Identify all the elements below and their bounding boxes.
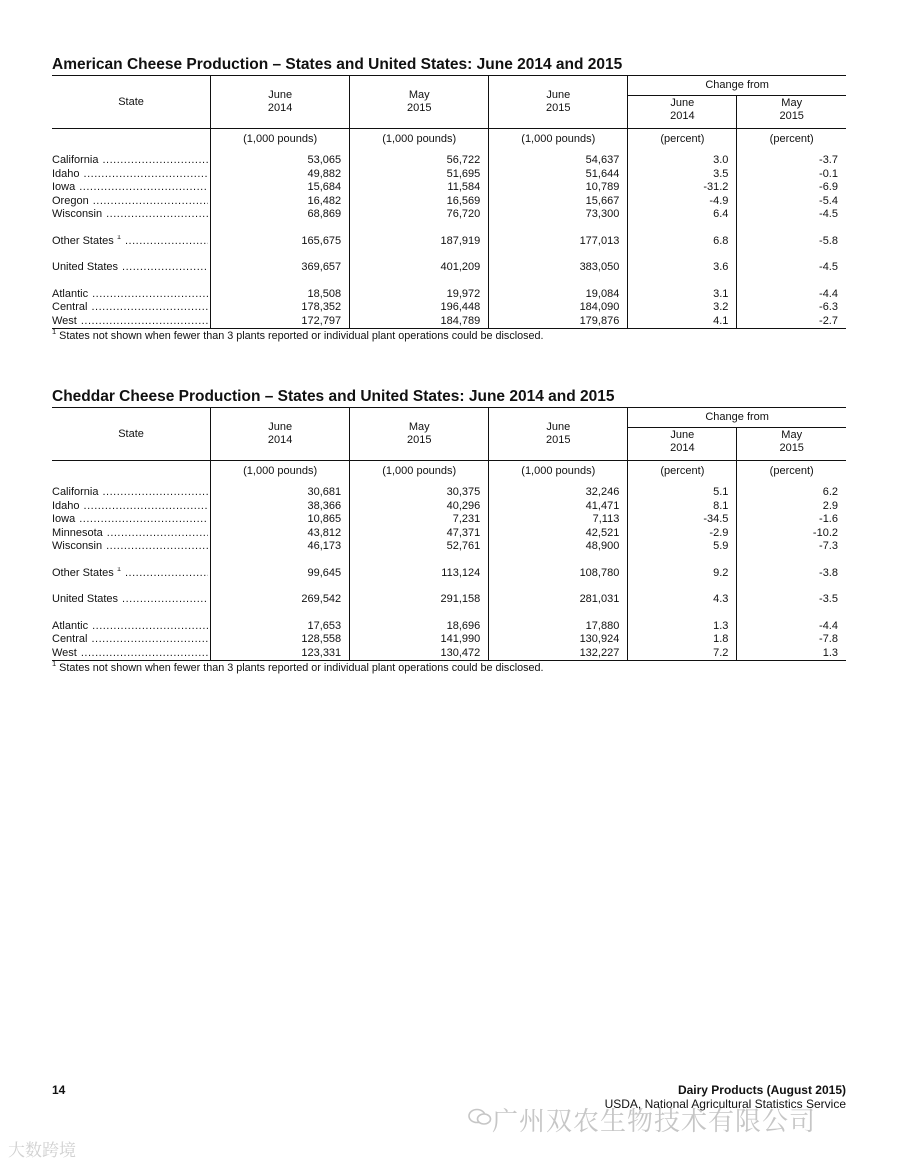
state-cell xyxy=(52,540,211,554)
value-cell: 16,569 xyxy=(350,195,489,209)
value-cell: 132,227 xyxy=(489,647,628,661)
state-cell xyxy=(52,593,211,607)
value-cell: 196,448 xyxy=(350,301,489,315)
col-june-2015-header: June 2015 xyxy=(489,76,628,128)
value-cell: 113,124 xyxy=(350,567,489,581)
value-cell: 291,158 xyxy=(350,593,489,607)
value-cell: 177,013 xyxy=(489,235,628,249)
value-cell: 38,366 xyxy=(211,500,350,514)
percent-cell: -4.5 xyxy=(819,208,838,220)
value-cell: 76,720 xyxy=(350,208,489,222)
table-row xyxy=(52,513,846,527)
value-cell: 47,371 xyxy=(350,527,489,541)
percent-cell: 8.1 xyxy=(628,500,737,514)
state-name: West xyxy=(52,646,77,659)
value-cell: 56,722 xyxy=(350,154,489,168)
value-cell: 54,637 xyxy=(489,154,628,168)
table-body xyxy=(52,154,846,329)
table-row xyxy=(52,620,846,634)
footnote: $^1$ States not shown when fewer than 3 plants reported or individual plant operations could be disclosed. xyxy=(52,659,544,674)
value-cell: 17,653 xyxy=(211,620,350,634)
table-body xyxy=(52,486,846,661)
units-label: (percent) xyxy=(769,132,814,145)
percent-cell: -6.9 xyxy=(819,181,838,193)
percent-cell: -4.4 xyxy=(819,287,838,300)
dot-leader xyxy=(91,301,208,315)
percent-cell: 3.5 xyxy=(628,168,737,182)
page-number: 14 xyxy=(52,1083,66,1097)
value-cell: 68,869 xyxy=(211,208,350,222)
state-cell xyxy=(52,513,211,527)
dot-leader xyxy=(106,540,208,554)
table-row xyxy=(52,168,846,182)
value-cell: 16,482 xyxy=(211,195,350,209)
percent-cell: 2.9 xyxy=(822,499,838,512)
percent-cell: -2.9 xyxy=(628,527,737,541)
col-june-2014-header: June 2014 xyxy=(211,76,350,128)
units-label: (1,000 pounds) xyxy=(350,128,489,154)
state-name: United States xyxy=(52,261,119,273)
table-row xyxy=(52,486,846,500)
table-row xyxy=(52,500,846,514)
dot-leader xyxy=(81,315,208,329)
value-cell: 40,296 xyxy=(350,500,489,514)
value-cell: 281,031 xyxy=(489,593,628,607)
state-name: Idaho xyxy=(52,167,80,180)
american-cheese-section xyxy=(52,56,846,342)
percent-cell: 4.3 xyxy=(628,593,737,607)
value-cell: 165,675 xyxy=(211,235,350,249)
table-row xyxy=(52,154,846,168)
state-cell xyxy=(52,288,211,302)
table-row xyxy=(52,301,846,315)
value-cell: 52,761 xyxy=(350,540,489,554)
value-cell: 184,090 xyxy=(489,301,628,315)
percent-cell: 3.1 xyxy=(628,288,737,302)
percent-cell: -31.2 xyxy=(628,181,737,195)
state-header: State xyxy=(52,76,211,128)
percent-cell: 4.1 xyxy=(628,315,737,329)
value-cell: 172,797 xyxy=(211,315,350,329)
percent-cell: -0.1 xyxy=(819,167,838,180)
table-row xyxy=(52,315,846,329)
dot-leader xyxy=(91,633,208,647)
value-cell: 10,789 xyxy=(489,181,628,195)
agency-name: USDA, National Agricultural Statistics Service xyxy=(604,1097,846,1111)
pct-may-2015-header: May 2015 xyxy=(737,427,846,460)
state-name: West xyxy=(52,314,77,327)
percent-cell: -1.6 xyxy=(819,513,838,525)
state-cell xyxy=(52,235,211,249)
value-cell: 46,173 xyxy=(211,540,350,554)
pct-june-2014-header: June 2014 xyxy=(628,95,737,128)
value-cell: 10,865 xyxy=(211,513,350,527)
row-gap xyxy=(52,580,846,593)
percent-cell: -4.9 xyxy=(628,195,737,209)
value-cell: 7,231 xyxy=(350,513,489,527)
value-cell: 269,542 xyxy=(211,593,350,607)
state-cell xyxy=(52,527,211,541)
table-row xyxy=(52,633,846,647)
state-name: United States xyxy=(52,593,119,605)
percent-cell: -7.3 xyxy=(819,540,838,552)
value-cell: 123,331 xyxy=(211,647,350,661)
state-cell xyxy=(52,208,211,222)
value-cell: 130,924 xyxy=(489,633,628,647)
value-cell: 17,880 xyxy=(489,620,628,634)
state-name: Atlantic xyxy=(52,287,89,300)
units-row xyxy=(52,460,846,486)
percent-cell: 1.3 xyxy=(628,620,737,634)
dot-leader xyxy=(84,500,209,514)
units-label: (percent) xyxy=(628,128,737,154)
units-label: (1,000 pounds) xyxy=(211,460,350,486)
dot-leader xyxy=(125,235,208,249)
percent-cell: -7.8 xyxy=(819,633,838,645)
value-cell: 179,876 xyxy=(489,315,628,329)
state-cell xyxy=(52,195,211,209)
units-label: (1,000 pounds) xyxy=(350,460,489,486)
state-cell xyxy=(52,154,211,168)
state-name: California xyxy=(52,154,99,166)
value-cell: 383,050 xyxy=(489,261,628,275)
value-cell: 108,780 xyxy=(489,567,628,581)
percent-cell: 3.0 xyxy=(628,154,737,168)
value-cell: 49,882 xyxy=(211,168,350,182)
cheddar-cheese-section xyxy=(52,388,846,674)
percent-cell: -10.2 xyxy=(812,526,838,539)
value-cell: 18,696 xyxy=(350,620,489,634)
col-may-2015-header: May 2015 xyxy=(350,408,489,460)
percent-cell: 1.3 xyxy=(737,647,846,661)
value-cell: 51,644 xyxy=(489,168,628,182)
dot-leader xyxy=(122,593,208,607)
state-cell xyxy=(52,500,211,514)
state-name: Iowa xyxy=(52,513,76,525)
percent-cell: -3.5 xyxy=(819,593,838,605)
change-from-header: Change from xyxy=(628,408,846,427)
state-cell xyxy=(52,633,211,647)
value-cell: 53,065 xyxy=(211,154,350,168)
dot-leader xyxy=(107,527,208,541)
percent-cell: 3.2 xyxy=(628,301,737,315)
units-label: (1,000 pounds) xyxy=(489,460,628,486)
state-cell xyxy=(52,181,211,195)
state-cell xyxy=(52,315,211,329)
percent-cell: -34.5 xyxy=(628,513,737,527)
change-from-header: Change from xyxy=(628,76,846,95)
percent-cell: -3.7 xyxy=(819,154,838,166)
value-cell: 19,084 xyxy=(489,288,628,302)
value-cell: 42,521 xyxy=(489,527,628,541)
value-cell: 41,471 xyxy=(489,500,628,514)
dot-leader xyxy=(102,486,208,500)
percent-cell: 5.9 xyxy=(628,540,737,554)
value-cell: 141,990 xyxy=(350,633,489,647)
percent-cell: -4.5 xyxy=(819,261,838,273)
state-name: Atlantic xyxy=(52,619,89,632)
american-cheese-table xyxy=(52,76,846,329)
percent-cell: 7.2 xyxy=(628,647,737,661)
value-cell: 19,972 xyxy=(350,288,489,302)
pct-june-2014-header: June 2014 xyxy=(628,427,737,460)
value-cell: 30,375 xyxy=(350,486,489,500)
row-gap xyxy=(52,222,846,235)
dot-leader xyxy=(84,168,209,182)
state-cell xyxy=(52,647,211,661)
state-cell xyxy=(52,620,211,634)
value-cell: 15,684 xyxy=(211,181,350,195)
dot-leader xyxy=(102,154,208,168)
percent-cell: 1.8 xyxy=(628,633,737,647)
table-row xyxy=(52,181,846,195)
state-cell xyxy=(52,486,211,500)
state-name: California xyxy=(52,486,99,498)
percent-cell: 6.2 xyxy=(822,486,838,498)
table-row xyxy=(52,647,846,661)
state-name: Other States xyxy=(52,234,114,247)
value-cell: 32,246 xyxy=(489,486,628,500)
value-cell: 51,695 xyxy=(350,168,489,182)
value-cell: 178,352 xyxy=(211,301,350,315)
col-may-2015-header: May 2015 xyxy=(350,76,489,128)
state-name: Central xyxy=(52,633,88,645)
value-cell: 128,558 xyxy=(211,633,350,647)
units-label: (percent) xyxy=(769,464,814,477)
footnote-marker: 1 xyxy=(116,234,121,241)
percent-cell: 9.2 xyxy=(628,567,737,581)
percent-cell: -2.7 xyxy=(737,315,846,329)
col-june-2014-header: June 2014 xyxy=(211,408,350,460)
value-cell: 48,900 xyxy=(489,540,628,554)
table-row xyxy=(52,261,846,275)
row-gap xyxy=(52,248,846,261)
footnote: $^1$ States not shown when fewer than 3 plants reported or individual plant operations could be disclosed. xyxy=(52,327,544,342)
cheddar-cheese-table xyxy=(52,408,846,661)
value-cell: 184,789 xyxy=(350,315,489,329)
pct-may-2015-header: May 2015 xyxy=(737,95,846,128)
state-name: Wisconsin xyxy=(52,540,103,552)
value-cell: 11,584 xyxy=(350,181,489,195)
row-gap xyxy=(52,554,846,567)
row-gap xyxy=(52,607,846,620)
state-cell xyxy=(52,301,211,315)
state-cell xyxy=(52,168,211,182)
value-cell: 73,300 xyxy=(489,208,628,222)
percent-cell: 3.6 xyxy=(628,261,737,275)
value-cell: 401,209 xyxy=(350,261,489,275)
value-cell: 43,812 xyxy=(211,527,350,541)
dot-leader xyxy=(79,181,208,195)
table-row xyxy=(52,208,846,222)
company-watermark: 广州双农生物技术有限公司 xyxy=(492,1107,817,1137)
state-cell xyxy=(52,567,211,581)
table-title: Cheddar Cheese Production – States and United States: June 2014 and 2015 xyxy=(52,388,846,408)
value-cell: 30,681 xyxy=(211,486,350,500)
table-row xyxy=(52,288,846,302)
dot-leader xyxy=(92,288,208,302)
state-name: Central xyxy=(52,301,88,313)
percent-cell: -5.8 xyxy=(819,234,838,247)
state-name: Other States xyxy=(52,566,114,579)
dot-leader xyxy=(93,195,208,209)
table-row xyxy=(52,567,846,581)
state-name: Minnesota xyxy=(52,526,103,539)
publication-title: Dairy Products (August 2015) xyxy=(677,1083,846,1097)
dot-leader xyxy=(106,208,208,222)
footnote-marker: 1 xyxy=(116,566,121,573)
percent-cell: 6.4 xyxy=(628,208,737,222)
percent-cell: 6.8 xyxy=(628,235,737,249)
dot-leader xyxy=(81,647,208,661)
value-cell: 369,657 xyxy=(211,261,350,275)
table-row xyxy=(52,527,846,541)
col-june-2015-header: June 2015 xyxy=(489,408,628,460)
wechat-icon xyxy=(468,1108,492,1126)
percent-cell: -3.8 xyxy=(819,566,838,579)
state-name: Wisconsin xyxy=(52,208,103,220)
value-cell: 18,508 xyxy=(211,288,350,302)
dot-leader xyxy=(92,620,208,634)
dot-leader xyxy=(79,513,208,527)
percent-cell: -4.4 xyxy=(819,619,838,632)
dot-leader xyxy=(125,567,208,581)
value-cell: 7,113 xyxy=(489,513,628,527)
units-label: (1,000 pounds) xyxy=(489,128,628,154)
units-label: (percent) xyxy=(628,460,737,486)
percent-cell: -6.3 xyxy=(819,301,838,313)
value-cell: 99,645 xyxy=(211,567,350,581)
table-title: American Cheese Production – States and United States: June 2014 and 2015 xyxy=(52,56,846,76)
units-label: (1,000 pounds) xyxy=(211,128,350,154)
value-cell: 130,472 xyxy=(350,647,489,661)
table-row xyxy=(52,235,846,249)
state-header: State xyxy=(52,408,211,460)
dot-leader xyxy=(122,261,208,275)
value-cell: 15,667 xyxy=(489,195,628,209)
corner-watermark: 大数跨境 xyxy=(8,1141,76,1161)
table-row xyxy=(52,540,846,554)
table-row xyxy=(52,195,846,209)
state-name: Oregon xyxy=(52,194,89,207)
state-cell xyxy=(52,261,211,275)
units-row xyxy=(52,128,846,154)
value-cell: 187,919 xyxy=(350,235,489,249)
state-name: Iowa xyxy=(52,181,76,193)
percent-cell: -5.4 xyxy=(819,194,838,207)
percent-cell: 5.1 xyxy=(628,486,737,500)
state-name: Idaho xyxy=(52,499,80,512)
row-gap xyxy=(52,275,846,288)
table-row xyxy=(52,593,846,607)
